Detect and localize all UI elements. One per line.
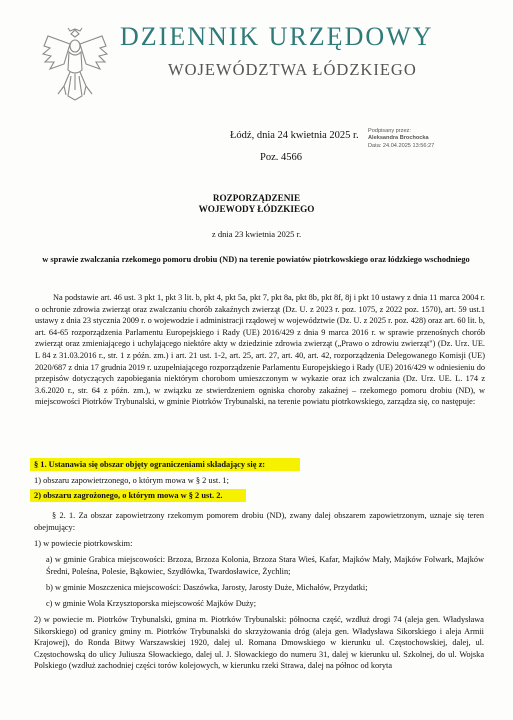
journal-title: DZIENNIK URZĘDOWY [120,22,434,51]
section-2-point-1b: b) w gminie Moszczenica miejscowości: Daszówka, Jarosty, Jarosty Duże, Michałów, Przydatki; [46,583,368,592]
act-date: z dnia 23 kwietnia 2025 r. [211,229,302,239]
section-2-point-1c: c) w gminie Wola Krzysztoporska miejscowość Majków Duży; [46,599,257,608]
section-1-item-2: 2) obszaru zagrożonego, o którym mowa w § 2 ust. 2. [34,491,223,500]
signature-label: Podpisany przez: [368,128,411,134]
section-2-point-1: 1) w powiecie piotrkowskim: [34,539,133,548]
act-issuer: WOJEWODY ŁÓDZKIEGO [198,204,315,214]
eagle-emblem-icon [40,24,110,104]
e-signature-block [368,128,508,150]
position-number: Poz. 4566 [260,152,302,163]
section-1-item-1: 1) obszaru zapowietrzonego, o którym mowa w § 2 ust. 1; [34,476,229,485]
journal-subtitle: WOJEWÓDZTWA ŁÓDZKIEGO [168,60,417,79]
act-subject: w sprawie zwalczania rzekomego pomoru drobiu (ND) na terenie powiatów piotrkowskiego oraz łódzkiego wschodniego [42,255,470,264]
signature-date: Data: 24.04.2025 13:56:27 [368,142,435,149]
preamble-paragraph: Na podstawie art. 46 ust. 3 pkt 1, pkt 3 lit. b, pkt 4, pkt 5a, pkt 7, pkt 8a, pkt 8b, pkt 8f, 8j i pkt 10 ustawy z dnia 11 marca 2004 r. o ochronie zdrowia zwierząt oraz zwalczaniu chorób zakaźnych zwierząt (Dz. U. z 2023 r. poz. 1075, z 2022 poz. 1570), art. 59 ust.1 ustawy z dnia 23 stycznia 2009 r. o wojewodzie i administracji rządowej w województwie (Dz. U. z 2025 r. poz. 428) oraz art. 60 lit. b, art. 64-65 rozporządzenia Parlamentu Europejskiego i Rady (UE) 2016/429 z dnia 9 marca 2016 r. w sprawie przenośnych chorób zwierząt oraz zmieniającego i uchylającego niektóre akty w dziedzinie zdrowia zwierząt („Prawo o zdrowiu zwierząt") (Dz. Urz. UE. L 84 z 31.03.2016 r., str. 1 z późn. zm.) i art. 21 ust. 1-2, art. 25, art. 27, art. 40, art. 42, rozporządzenia Delegowanego Komisji (UE) 2020/687 z dnia 17 grudnia 2019 r. uzupełniającego rozporządzenie Parlamentu Europejskiego i Rady (UE) 2016/429 w odniesieniu do przepisów dotyczących zapobiegania niektórym chorobom umieszczonym w wykazie oraz ich zwalczania (Dz. Urz. UE. L. 174 z 3.6.2020 r., str. 64 z późn. zm.), w związku ze stwierdzeniem ogniska choroby zakaźnej – rzekomego pomoru drobiu (ND), w miejscowości Piotrków Trybunalski, w gminie Piotrków Trybunalski, na terenie powiatu piotrkowskiego, zarządza się, co następuje: [35,293,485,407]
place-date: Łódź, dnia 24 kwietnia 2025 r. [230,130,359,141]
act-type: ROZPORZĄDZENIE [212,193,301,203]
signature-name: Aleksandra Brochocka [368,135,429,142]
section-2-point-2: 2) w powiecie m. Piotrków Trybunalski, gmina m. Piotrków Trybunalski: północna część, wzdłuż drogi 74 (aleja gen. Władysława Sikorskiego) od granicy gminy m. Piotrków Trybunalski do skrzyżowania dróg (aleja gen. Władysława Sikorskiego i aleja Armii Krajowej), do Ronda Bitwy Warszawskiej 1920, dalej ul. Romana Dmowskiego w kierunku ul. Częstochowskiej, dalej, ul. Częstochowską do ulicy Juliusza Słowackiego, dalej ul. J. Słowackiego do numeru 31, dalej w kierunku ul. Szkolnej, do ul. Wojska Polskiego (wzdłuż zachodniej części torów kolejowych, w kierunku rzeki Strawa, dalej na północ od koryta [34,615,484,671]
section-1: § 1. Ustanawia się obszar objęty ograniczeniami składający się z: [34,460,266,469]
section-2-point-1a: a) w gminie Grabica miejscowości: Brzoza, Brzoza Kolonia, Brzoza Stara Wieś, Kafar, Majków Mały, Majków Folwark, Majków Średni, Poleśna, Polesie, Bąkowiec, Szydłówka, Twardosławice, Żychlin; [46,555,484,576]
section-2: § 2. 1. Za obszar zapowietrzony rzekomym pomorem drobiu (ND), zwany dalej obszarem zapowietrzonym, uznaje się teren obejmujący: [34,511,484,532]
